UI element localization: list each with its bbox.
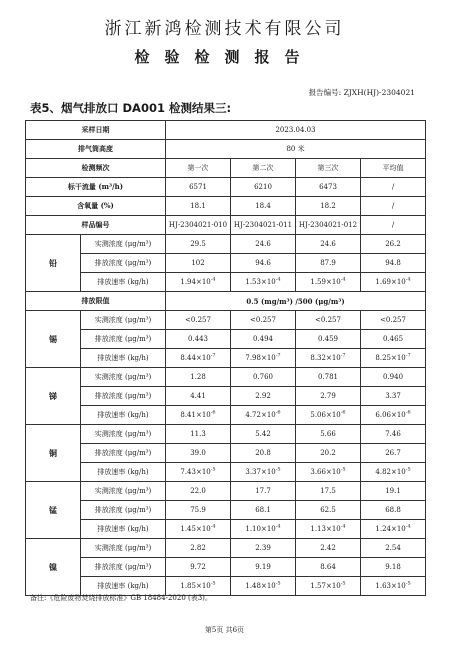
- measured-value: 11.3: [166, 425, 231, 444]
- measured-value: 22.0: [166, 482, 231, 501]
- metal-row-rate: [26, 406, 426, 425]
- metal-row-measured: [26, 425, 426, 444]
- rate-mantissa: 1.85×10: [180, 582, 211, 590]
- footnote: 备注:《危险废物焚烧排放标准》GB 18484-2020 (表3)。: [30, 594, 212, 602]
- metal-name: 锑: [26, 368, 81, 425]
- rate-mantissa: 8.25×10: [375, 354, 406, 362]
- measured-value: 2.39: [231, 539, 296, 558]
- metal-row-emission: [26, 558, 426, 577]
- rate-value: [296, 520, 361, 539]
- measured-value: 2.54: [361, 539, 426, 558]
- emission-value: 3.37: [361, 387, 426, 406]
- rate-exponent: -5: [275, 466, 281, 473]
- emission-value: 68.8: [361, 501, 426, 520]
- flow-label: 标干流量 (m³/h): [26, 178, 166, 197]
- rate-exponent: -7: [210, 352, 216, 359]
- rate-exponent: -4: [210, 276, 216, 283]
- date-value: 2023.04.03: [166, 121, 426, 140]
- measured-value: 7.46: [361, 425, 426, 444]
- report-number-label: 报告编号:: [308, 88, 342, 97]
- rate-value: [361, 273, 426, 292]
- rate-exponent: -6: [210, 409, 216, 416]
- emission-value: 62.5: [296, 501, 361, 520]
- row-label-rate: 排放速率 (kg/h): [81, 349, 166, 368]
- rate-exponent: -7: [405, 352, 411, 359]
- rate-value: [296, 463, 361, 482]
- rate-exponent: -4: [405, 276, 411, 283]
- stack-height-label: 排气筒高度: [26, 140, 166, 159]
- emission-value: 0.459: [296, 330, 361, 349]
- rate-value: [361, 520, 426, 539]
- metal-row-rate: [26, 520, 426, 539]
- table-title: 表5、烟气排放口 DA001 检测结果三:: [30, 101, 232, 115]
- rate-exponent: -6: [340, 409, 346, 416]
- rate-exponent: -5: [340, 580, 346, 587]
- rate-exponent: -4: [275, 523, 281, 530]
- metal-row-emission: [26, 387, 426, 406]
- frequency-col-2: 第二次: [231, 159, 296, 178]
- measured-value: 24.6: [296, 235, 361, 254]
- rate-value: [166, 273, 231, 292]
- sample-id-value: HJ-2304021-011: [231, 216, 296, 235]
- metal-row-measured: [26, 368, 426, 387]
- oxygen-row: [26, 197, 426, 216]
- row-label-emission: 排放浓度 (μg/m³): [81, 387, 166, 406]
- emission-value: 9.72: [166, 558, 231, 577]
- metal-row-measured: [26, 311, 426, 330]
- measured-value: 24.6: [231, 235, 296, 254]
- metal-name: 铜: [26, 425, 81, 482]
- metal-row-rate: [26, 349, 426, 368]
- measured-value: 2.82: [166, 539, 231, 558]
- frequency-col-1: 第一次: [166, 159, 231, 178]
- rate-exponent: -4: [275, 276, 281, 283]
- sample-id-row: [26, 216, 426, 235]
- rate-value: [166, 520, 231, 539]
- rate-value: [231, 520, 296, 539]
- rate-mantissa: 1.69×10: [375, 278, 406, 286]
- row-label-emission: 排放浓度 (μg/m³): [81, 444, 166, 463]
- emission-value: 94.8: [361, 254, 426, 273]
- rate-exponent: -7: [275, 352, 281, 359]
- rate-exponent: -4: [405, 523, 411, 530]
- emission-value: 9.19: [231, 558, 296, 577]
- metal-name: 镍: [26, 539, 81, 596]
- measured-value: 0.781: [296, 368, 361, 387]
- oxygen-value: 18.2: [296, 197, 361, 216]
- rate-exponent: -5: [405, 466, 411, 473]
- rate-mantissa: 8.32×10: [310, 354, 341, 362]
- rate-mantissa: 8.44×10: [180, 354, 211, 362]
- frequency-col-3: 第三次: [296, 159, 361, 178]
- rate-mantissa: 4.72×10: [245, 411, 276, 419]
- rate-mantissa: 8.41×10: [180, 411, 211, 419]
- flow-value: 6473: [296, 178, 361, 197]
- sample-id-value: /: [361, 216, 426, 235]
- emission-value: 20.2: [296, 444, 361, 463]
- rate-mantissa: 1.53×10: [245, 278, 276, 286]
- rate-exponent: -5: [405, 580, 411, 587]
- measured-value: 5.66: [296, 425, 361, 444]
- oxygen-label: 含氧量 (%): [26, 197, 166, 216]
- date-label: 采样日期: [26, 121, 166, 140]
- rate-mantissa: 4.82×10: [375, 468, 406, 476]
- rate-exponent: -4: [340, 276, 346, 283]
- metal-name: 锰: [26, 482, 81, 539]
- rate-exponent: -7: [340, 352, 346, 359]
- rate-mantissa: 1.24×10: [375, 525, 406, 533]
- measured-value: 1.28: [166, 368, 231, 387]
- row-label-emission: 排放浓度 (μg/m³): [81, 558, 166, 577]
- measured-value: 29.5: [166, 235, 231, 254]
- emission-value: 9.18: [361, 558, 426, 577]
- measured-value: <0.257: [296, 311, 361, 330]
- stack-height-value: 80 米: [166, 140, 426, 159]
- row-label-rate: 排放速率 (kg/h): [81, 520, 166, 539]
- row-label-rate: 排放速率 (kg/h): [81, 406, 166, 425]
- emission-value: 102: [166, 254, 231, 273]
- rate-exponent: -5: [210, 580, 216, 587]
- emission-value: 75.9: [166, 501, 231, 520]
- emission-value: 39.0: [166, 444, 231, 463]
- measured-value: <0.257: [231, 311, 296, 330]
- metal-name: 铅: [26, 235, 81, 292]
- measured-value: 2.42: [296, 539, 361, 558]
- oxygen-value: 18.1: [166, 197, 231, 216]
- rate-mantissa: 6.06×10: [375, 411, 406, 419]
- rate-value: [231, 349, 296, 368]
- rate-value: [361, 349, 426, 368]
- sample-id-value: HJ-2304021-010: [166, 216, 231, 235]
- rate-exponent: -5: [275, 580, 281, 587]
- rate-exponent: -4: [340, 523, 346, 530]
- rate-mantissa: 1.63×10: [375, 582, 406, 590]
- measured-value: <0.257: [166, 311, 231, 330]
- rate-exponent: -6: [275, 409, 281, 416]
- rate-mantissa: 1.10×10: [245, 525, 276, 533]
- oxygen-value: /: [361, 197, 426, 216]
- results-table-body: [26, 121, 426, 596]
- frequency-label: 检测频次: [26, 159, 166, 178]
- row-label-measured: 实测浓度 (μg/m³): [81, 235, 166, 254]
- row-label-emission: 排放浓度 (μg/m³): [81, 330, 166, 349]
- sample-id-label: 样品编号: [26, 216, 166, 235]
- row-label-emission: 排放浓度 (μg/m³): [81, 501, 166, 520]
- limit-value: 0.5 (mg/m³) /500 (μg/m³): [166, 292, 426, 311]
- rate-mantissa: 1.48×10: [245, 582, 276, 590]
- rate-value: [361, 463, 426, 482]
- rate-value: [166, 406, 231, 425]
- frequency-col-avg: 平均值: [361, 159, 426, 178]
- rate-mantissa: 1.59×10: [310, 278, 341, 286]
- measured-value: 17.5: [296, 482, 361, 501]
- measured-value: 0.760: [231, 368, 296, 387]
- rate-mantissa: 1.94×10: [180, 278, 211, 286]
- metal-row-rate: [26, 273, 426, 292]
- rate-value: [296, 349, 361, 368]
- rate-value: [166, 463, 231, 482]
- rate-value: [231, 463, 296, 482]
- emission-value: 68.1: [231, 501, 296, 520]
- metal-row-emission: [26, 501, 426, 520]
- document-title: 检验检测报告: [134, 48, 315, 66]
- flow-value: 6571: [166, 178, 231, 197]
- rate-value: [361, 577, 426, 596]
- metal-row-measured: [26, 482, 426, 501]
- rate-value: [296, 577, 361, 596]
- measured-value: 26.2: [361, 235, 426, 254]
- emission-value: 94.6: [231, 254, 296, 273]
- rate-value: [231, 577, 296, 596]
- measured-value: 19.1: [361, 482, 426, 501]
- rate-mantissa: 7.98×10: [245, 354, 276, 362]
- row-label-measured: 实测浓度 (μg/m³): [81, 311, 166, 330]
- emission-value: 26.7: [361, 444, 426, 463]
- row-label-emission: 排放浓度 (μg/m³): [81, 254, 166, 273]
- emission-value: 0.494: [231, 330, 296, 349]
- emission-value: 8.64: [296, 558, 361, 577]
- row-label-measured: 实测浓度 (μg/m³): [81, 482, 166, 501]
- row-label-rate: 排放速率 (kg/h): [81, 273, 166, 292]
- emission-value: 4.41: [166, 387, 231, 406]
- rate-mantissa: 7.43×10: [180, 468, 211, 476]
- date-row: [26, 121, 426, 140]
- rate-exponent: -4: [210, 523, 216, 530]
- report-number-value: ZJXH(HJ)-2304021: [343, 88, 415, 97]
- flow-value: /: [361, 178, 426, 197]
- rate-value: [361, 406, 426, 425]
- rate-value: [231, 273, 296, 292]
- measured-value: 5.42: [231, 425, 296, 444]
- metal-row-measured: [26, 235, 426, 254]
- company-name: 浙江新鸿检测技术有限公司: [104, 19, 345, 39]
- sample-id-value: HJ-2304021-012: [296, 216, 361, 235]
- emission-value: 2.79: [296, 387, 361, 406]
- rate-value: [296, 273, 361, 292]
- row-label-measured: 实测浓度 (μg/m³): [81, 539, 166, 558]
- row-label-measured: 实测浓度 (μg/m³): [81, 368, 166, 387]
- rate-exponent: -5: [340, 466, 346, 473]
- metal-row-emission: [26, 444, 426, 463]
- flow-row: [26, 178, 426, 197]
- results-table: [25, 120, 426, 596]
- rate-exponent: -5: [210, 466, 216, 473]
- limit-row: [26, 292, 426, 311]
- rate-mantissa: 3.66×10: [310, 468, 341, 476]
- emission-value: 0.443: [166, 330, 231, 349]
- row-label-rate: 排放速率 (kg/h): [81, 577, 166, 596]
- emission-value: 2.92: [231, 387, 296, 406]
- metal-name: 锡: [26, 311, 81, 368]
- rate-mantissa: 1.57×10: [310, 582, 341, 590]
- rate-mantissa: 5.06×10: [310, 411, 341, 419]
- rate-mantissa: 3.37×10: [245, 468, 276, 476]
- rate-value: [231, 406, 296, 425]
- rate-mantissa: 1.13×10: [310, 525, 341, 533]
- rate-value: [166, 349, 231, 368]
- oxygen-value: 18.4: [231, 197, 296, 216]
- row-label-rate: 排放速率 (kg/h): [81, 463, 166, 482]
- measured-value: <0.257: [361, 311, 426, 330]
- emission-value: 87.9: [296, 254, 361, 273]
- limit-label: 排放限值: [26, 292, 166, 311]
- report-number: [309, 87, 415, 98]
- rate-exponent: -6: [405, 409, 411, 416]
- emission-value: 20.8: [231, 444, 296, 463]
- rate-value: [296, 406, 361, 425]
- metal-row-measured: [26, 539, 426, 558]
- metal-row-emission: [26, 254, 426, 273]
- row-label-measured: 实测浓度 (μg/m³): [81, 425, 166, 444]
- page-number: 第5页 共6页: [204, 626, 245, 634]
- emission-value: 0.465: [361, 330, 426, 349]
- rate-mantissa: 1.45×10: [180, 525, 211, 533]
- metal-row-rate: [26, 463, 426, 482]
- flow-value: 6210: [231, 178, 296, 197]
- stack-height-row: [26, 140, 426, 159]
- measured-value: 17.7: [231, 482, 296, 501]
- metal-row-emission: [26, 330, 426, 349]
- frequency-row: [26, 159, 426, 178]
- measured-value: 0.940: [361, 368, 426, 387]
